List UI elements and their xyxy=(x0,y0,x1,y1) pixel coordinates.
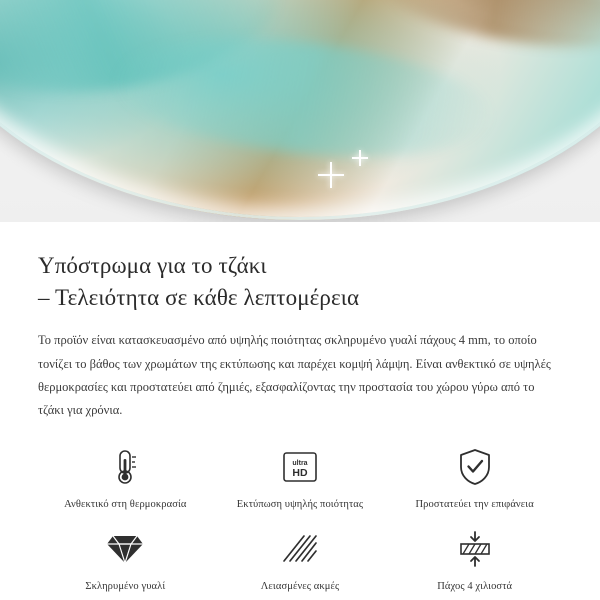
feature-label: Προστατεύει την επιφάνεια xyxy=(415,498,534,510)
description-paragraph: Το προϊόν είναι κατασκευασμένο από υψηλής ποιότητας σκληρυμένο γυαλί πάχους 4 mm, το οποίο τονίζει το βάθος των χρωμάτων της εκτύπωσης και παρέχει κομψή λάμψη. Είναι ανθεκτικό σε υψηλές θερμοκρασίες και προστατεύει από ζημιές, εξασφαλίζοντας την προστασία του χώρου γύρω από το τζάκι για χρόνια. xyxy=(38,333,551,417)
feature-item xyxy=(387,522,562,596)
feature-label: Λειασμένες ακμές xyxy=(260,580,340,592)
page-title xyxy=(38,250,562,313)
feature-label: Εκτύπωση υψηλής ποιότητας xyxy=(236,498,364,510)
diamond-icon xyxy=(102,526,148,572)
feature-label: Ανθεκτικό στη θερμοκρασία xyxy=(64,498,187,510)
polished-edges-icon xyxy=(277,526,323,572)
headline-line-1: Υπόστρωμα για το τζάκι xyxy=(38,253,267,278)
content-area xyxy=(0,222,600,595)
feature-item xyxy=(38,522,213,596)
feature-label: Πάχος 4 χιλιοστά xyxy=(437,580,513,592)
feature-label: Σκληρυμένο γυαλί xyxy=(85,580,166,592)
feature-grid xyxy=(38,440,562,595)
feature-item xyxy=(213,522,388,596)
thermometer-icon xyxy=(102,444,148,490)
feature-item xyxy=(213,440,388,514)
feature-item xyxy=(38,440,213,514)
shield-check-icon xyxy=(452,444,498,490)
feature-item xyxy=(387,440,562,514)
hero-image xyxy=(0,0,600,222)
headline-line-2: – Τελειότητα σε κάθε λεπτομέρεια xyxy=(38,284,360,310)
svg-text:HD: HD xyxy=(292,466,308,479)
ultra-hd-icon xyxy=(277,444,323,490)
thickness-arrows-icon xyxy=(452,526,498,572)
svg-text:ultra: ultra xyxy=(292,459,308,467)
